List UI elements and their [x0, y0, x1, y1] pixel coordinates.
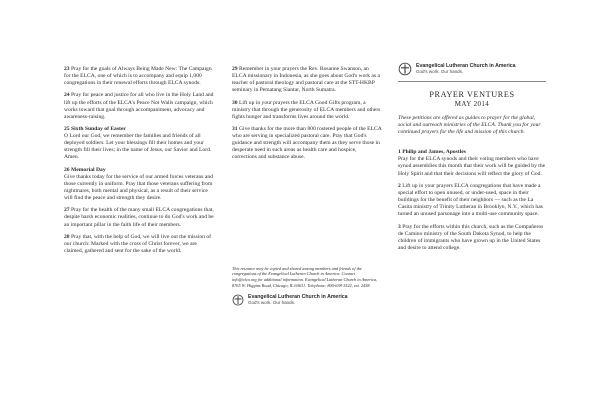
prayer-entry-30: 30 Lift up in your prayers the ELCA Good Gifts program, a ministry that through the generosity of ELCA members and others fights hunger and transforms lives around the world.: [232, 99, 381, 120]
prayer-entry-26: 26 Memorial Day Give thanks today for the service of our armed forces veterans and those currently in uniform. Pray that those veterans suffering from nightmares, both mental and physical, as a result of their service will find the peace and strength they desire.: [64, 166, 213, 202]
prayer-entry-28: 28 Pray that, with the help of God, we will live out the mission of our church: Marked with the cross of Christ forever, we are claimed, gathered and sent for the sake of the world.: [64, 233, 211, 254]
prayer-entry-23: 23 Pray for the goals of Always Being Made New: The Campaign for the ELCA, one of which is to accompany and equip 1,000 congregations in their renewal efforts through ELCA synods.: [64, 66, 212, 87]
page-title: PRAYER VENTURES: [429, 90, 515, 99]
divider: [398, 81, 546, 82]
cross-logo-icon: [398, 62, 412, 76]
prayer-entry-24: 24 Pray for peace and justice for all who live in the Holy Land and lift up the efforts of the ELCA's Peace Not Walls campaign, which works toward that goal through accompaniment, advocacy and awareness-raising.: [64, 92, 214, 120]
prayer-entry-29: 29 Remember in your prayers the Rev. Rosanne Swanson, an ELCA missionary in Indonesia, as she goes about God's work as a teacher of pastoral theology and pastoral care at the STT-HKBP seminary in Pematang Siantar, North Sumatra.: [232, 66, 380, 94]
elca-logo-bottom: Evangelical Lutheran Church in America God's work. Our hands.: [232, 294, 382, 306]
page-subtitle: MAY 2014: [454, 100, 490, 108]
right-column: [398, 62, 546, 257]
left-column: [64, 66, 214, 260]
intro-text: These petitions are offered as guides to prayer for the global, social and outreach ministries of the ELCA. Thank you for your continued prayers for the life and mission of this church.: [398, 115, 541, 136]
prayer-entry-2: 2 Lift up in your prayers ELCA congregations that have made a special effort to open unused, or under-used, space in their buildings for the benefit of their neighbors — such as the La Casita ministry of Trinity Lutheran in Brooklyn, N.Y., which has turned an unused parsonage into a multi-use community space.: [398, 182, 543, 218]
prayer-entry-25: 25 Sixth Sunday of Easter O Lord our God, we remember the families and friends of all deployed soldiers. Let your blessings fill their homes and your strength fill their lives; in the name of Jesus, our Savior and Lord. Amen.: [64, 126, 212, 161]
prayer-entry-31: 31 Give thanks for the more than 800 rostered people of the ELCA who are serving in specialized pastoral care. Pray that God's guidance and strength will accompany them as they serve those in desperate need in such areas as health care and hospice, corrections and substance abuse.: [232, 126, 382, 161]
elca-logo-top: Evangelical Lutheran Church in America God's work. Our hands.: [398, 62, 546, 76]
middle-column: [232, 66, 382, 306]
prayer-entry-1: 1 Philip and James, Apostles Pray for the ELCA synods and their voting members who have synod assemblies this month that their work will be guided by the Holy Spirit and that their decisions will reflect the glory of God.: [398, 149, 546, 177]
cross-logo-icon: [232, 294, 244, 306]
prayer-entry-27: 27 Pray for the health of the many small ELCA congregations that, despite harsh economic realities, continue to do God's work and be an important pillar in the faith life of their members.: [64, 207, 214, 228]
prayer-entry-3: 3 Pray for the efforts within this church, such as the Compañeros de Camino ministry of the South Dakota Synod, to help the children of immigrants who have grown up in the United States and desire to attend college.: [398, 223, 544, 251]
footer-note: This resource may be copied and shared among members and friends of the congregations of the Evangelical Lutheran Church in America. Contact info@elca.org for additional information. Evangelical Lutheran Church in America, 8765 W. Higgins Road, Chicago, IL 60631. Telephone: 800-638-3522, ext. 2458.: [232, 265, 378, 288]
